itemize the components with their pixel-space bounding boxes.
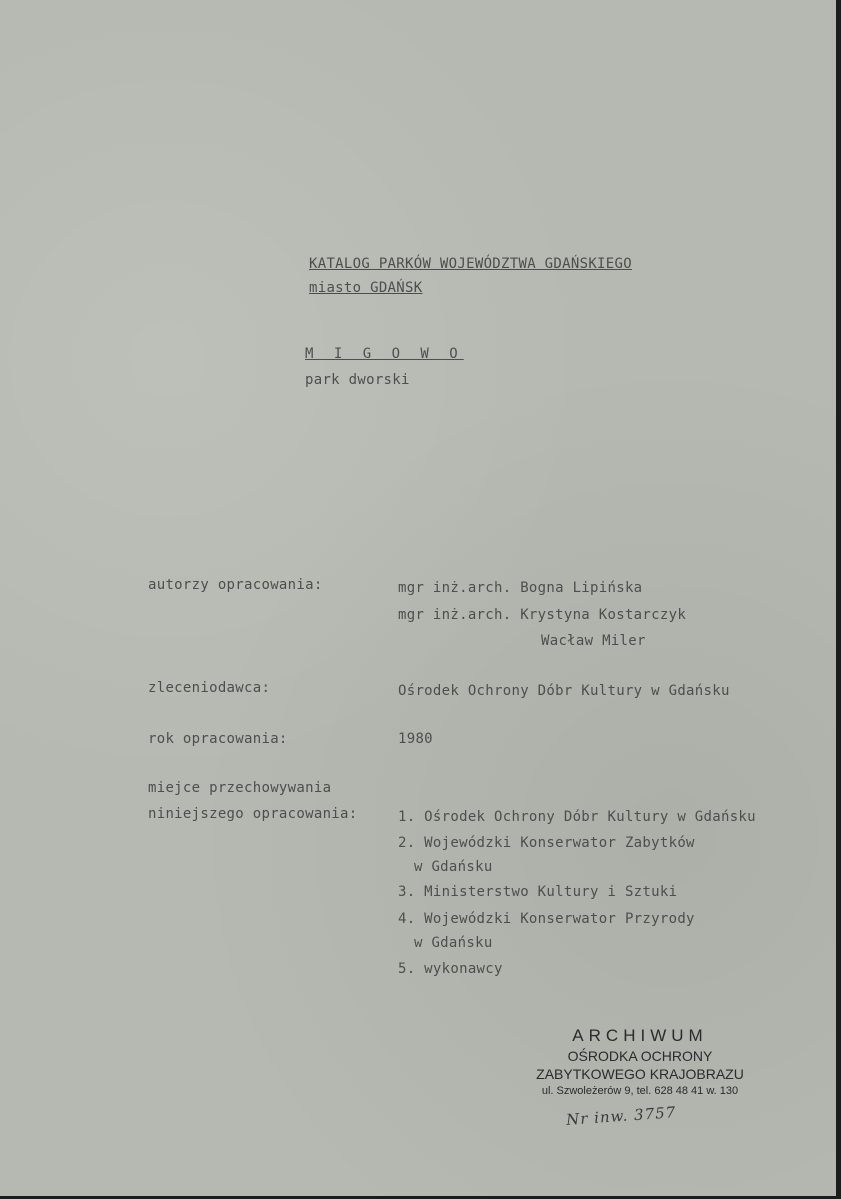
storage-label-line2: niniejszego opracowania: bbox=[148, 806, 358, 822]
storage-item: 3. Ministerstwo Kultury i Sztuki bbox=[398, 884, 678, 900]
commissioner-value: Ośrodek Ochrony Dóbr Kultury w Gdańsku bbox=[398, 683, 730, 699]
storage-item: 2. Wojewódzki Konserwator Zabytków bbox=[398, 835, 695, 851]
storage-item-continuation: w Gdańsku bbox=[414, 859, 493, 875]
city-line: miasto GDAŃSK bbox=[309, 280, 423, 296]
commissioner-label: zleceniodawca: bbox=[148, 680, 271, 696]
stamp-line: ZABYTKOWEGO KRAJOBRAZU bbox=[536, 1066, 744, 1082]
inventory-number-handwritten: Nr inw. 3757 bbox=[565, 1103, 677, 1129]
stamp-line: ARCHIWUM bbox=[572, 1026, 708, 1045]
storage-item: 5. wykonawcy bbox=[398, 961, 503, 977]
author-name: mgr inż.arch. Bogna Lipińska bbox=[398, 580, 643, 596]
storage-item: 4. Wojewódzki Konserwator Przyrody bbox=[398, 911, 695, 927]
authors-label: autorzy opracowania: bbox=[148, 577, 323, 593]
stamp-line: OŚRODKA OCHRONY bbox=[567, 1048, 713, 1064]
place-name: M I G O W O bbox=[305, 346, 464, 362]
storage-item: 1. Ośrodek Ochrony Dóbr Kultury w Gdańsku bbox=[398, 809, 756, 825]
author-name: mgr inż.arch. Krystyna Kostarczyk bbox=[398, 607, 687, 623]
storage-item-continuation: w Gdańsku bbox=[414, 935, 493, 951]
stamp-address: ul. Szwoleżerów 9, tel. 628 48 41 w. 130 bbox=[541, 1085, 739, 1097]
storage-label-line1: miejce przechowywania bbox=[148, 780, 332, 796]
park-type: park dworski bbox=[305, 372, 410, 388]
catalog-title: KATALOG PARKÓW WOJEWÓDZTWA GDAŃSKIEGO bbox=[309, 256, 632, 272]
author-name: Wacław Miler bbox=[541, 633, 646, 649]
year-value: 1980 bbox=[398, 731, 433, 747]
archive-stamp bbox=[520, 1026, 760, 1097]
year-label: rok opracowania: bbox=[148, 731, 288, 747]
